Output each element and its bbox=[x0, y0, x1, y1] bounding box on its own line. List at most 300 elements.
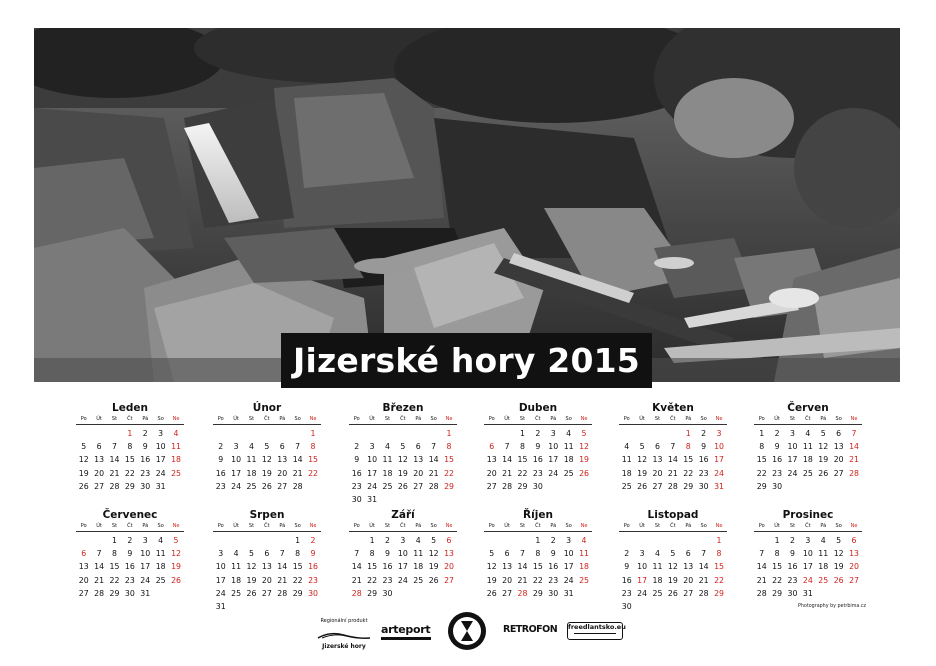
day-number: 18 bbox=[413, 562, 424, 572]
day-number: 26 bbox=[78, 481, 89, 491]
day-number: 22 bbox=[109, 575, 120, 585]
weekday-label: St bbox=[654, 523, 661, 529]
day-number: 1 bbox=[535, 536, 541, 545]
day-number: 20 bbox=[78, 575, 89, 585]
weekday-label: So bbox=[835, 523, 842, 529]
weekday-label: Po bbox=[80, 523, 87, 529]
day-number: 8 bbox=[774, 549, 780, 559]
day-number: 23 bbox=[382, 575, 393, 585]
weekday-label: Ne bbox=[172, 523, 180, 529]
day-number: 29 bbox=[444, 481, 454, 491]
day-number: 15 bbox=[714, 562, 724, 572]
day-number: 8 bbox=[716, 549, 722, 559]
day-number: 31 bbox=[563, 588, 574, 598]
day-number: 22 bbox=[772, 575, 783, 585]
empty-day bbox=[754, 534, 769, 547]
weekday-header bbox=[349, 416, 457, 425]
weekday-label: St bbox=[519, 416, 526, 422]
day-number: 13 bbox=[261, 562, 272, 572]
day-number: 10 bbox=[787, 442, 798, 452]
day-number: 30 bbox=[548, 588, 559, 598]
day-number: 18 bbox=[382, 468, 393, 478]
weekday-label: Po bbox=[758, 523, 765, 529]
day-number: 7 bbox=[851, 429, 857, 438]
day-grid bbox=[484, 534, 592, 600]
weekday-label: Ne bbox=[309, 416, 317, 422]
day-number: 12 bbox=[833, 549, 844, 559]
weekday-label: St bbox=[111, 416, 118, 422]
day-number: 10 bbox=[231, 455, 242, 465]
day-grid bbox=[754, 427, 862, 493]
empty-day bbox=[259, 427, 274, 440]
day-number: 5 bbox=[400, 442, 406, 452]
weekday-label: Út bbox=[504, 416, 510, 422]
day-number: 4 bbox=[173, 429, 179, 438]
day-number: 10 bbox=[548, 442, 559, 452]
weekday-label: Po bbox=[353, 523, 360, 529]
day-number: 31 bbox=[802, 588, 813, 598]
weekday-label: Ne bbox=[445, 416, 453, 422]
day-number: 18 bbox=[652, 575, 663, 585]
weekday-label: Út bbox=[774, 416, 780, 422]
weekday-label: Pá bbox=[550, 523, 557, 529]
day-number: 12 bbox=[579, 442, 589, 452]
day-number: 11 bbox=[382, 455, 393, 465]
day-number: 19 bbox=[261, 468, 272, 478]
day-number: 14 bbox=[428, 455, 439, 465]
weekday-label: So bbox=[294, 523, 301, 529]
day-grid bbox=[76, 534, 184, 600]
month-name: Říjen bbox=[523, 509, 553, 521]
weekday-label: Ne bbox=[309, 523, 317, 529]
day-number: 1 bbox=[685, 429, 691, 438]
day-number: 26 bbox=[833, 575, 844, 585]
day-number: 21 bbox=[277, 575, 288, 585]
day-number: 5 bbox=[431, 536, 437, 545]
empty-day bbox=[91, 534, 106, 547]
weekday-header bbox=[754, 523, 862, 532]
month-name: Květen bbox=[652, 402, 694, 414]
weekday-label: Po bbox=[488, 416, 495, 422]
day-number: 25 bbox=[802, 468, 813, 478]
day-number: 29 bbox=[292, 588, 303, 598]
day-number: 18 bbox=[621, 468, 632, 478]
day-number: 31 bbox=[155, 481, 166, 491]
day-number: 21 bbox=[502, 468, 513, 478]
day-number: 27 bbox=[683, 588, 694, 598]
day-number: 1 bbox=[310, 429, 316, 438]
day-number: 25 bbox=[413, 575, 424, 585]
day-number: 29 bbox=[756, 481, 767, 491]
day-number: 30 bbox=[772, 481, 783, 491]
weekday-label: Pá bbox=[142, 416, 149, 422]
day-number: 6 bbox=[415, 442, 421, 452]
day-number: 19 bbox=[833, 562, 844, 572]
day-grid bbox=[213, 534, 321, 613]
day-number: 1 bbox=[759, 429, 765, 438]
day-number: 17 bbox=[155, 455, 166, 465]
day-grid bbox=[754, 534, 862, 600]
weekday-label: Út bbox=[369, 416, 375, 422]
day-number: 1 bbox=[446, 429, 452, 438]
day-number: 16 bbox=[621, 575, 632, 585]
day-number: 24 bbox=[714, 468, 724, 478]
weekday-label: St bbox=[384, 523, 391, 529]
freedlantsko-text: freedlantsko.eu bbox=[568, 623, 626, 631]
day-number: 17 bbox=[787, 455, 798, 465]
weekday-label: Po bbox=[623, 416, 630, 422]
weekday-header bbox=[76, 523, 184, 532]
day-number: 26 bbox=[397, 481, 408, 491]
weekday-label: Ne bbox=[172, 416, 180, 422]
day-number: 8 bbox=[685, 442, 691, 452]
day-number: 7 bbox=[279, 549, 285, 559]
weekday-label: Po bbox=[217, 523, 224, 529]
day-number: 7 bbox=[759, 549, 765, 559]
day-number: 11 bbox=[652, 562, 663, 572]
day-number: 21 bbox=[849, 455, 859, 465]
day-number: 16 bbox=[382, 562, 393, 572]
empty-day bbox=[634, 427, 649, 440]
day-number: 8 bbox=[127, 442, 133, 452]
day-number: 7 bbox=[504, 442, 510, 452]
day-number: 6 bbox=[836, 429, 842, 438]
day-number: 27 bbox=[444, 575, 454, 585]
month-calendar bbox=[754, 401, 862, 493]
day-number: 3 bbox=[142, 536, 148, 545]
day-number: 5 bbox=[670, 549, 676, 559]
day-number: 15 bbox=[124, 455, 135, 465]
day-number: 13 bbox=[502, 562, 513, 572]
day-number: 19 bbox=[397, 468, 408, 478]
empty-day bbox=[634, 534, 649, 547]
weekday-label: Čt bbox=[535, 523, 541, 529]
day-number: 19 bbox=[486, 575, 497, 585]
month-calendar bbox=[754, 508, 862, 600]
anniversary-seal-logo bbox=[447, 611, 487, 651]
day-number: 9 bbox=[218, 455, 224, 465]
day-number: 26 bbox=[818, 468, 829, 478]
day-number: 5 bbox=[581, 429, 587, 438]
empty-day bbox=[380, 427, 395, 440]
month-calendar bbox=[76, 401, 184, 493]
weekday-header bbox=[349, 523, 457, 532]
seal-icon bbox=[447, 611, 487, 651]
day-number: 18 bbox=[231, 575, 242, 585]
weekday-label: Út bbox=[639, 523, 645, 529]
day-number: 24 bbox=[231, 481, 242, 491]
empty-day bbox=[650, 427, 665, 440]
photo-credit: Photography by petrbima.cz bbox=[798, 604, 867, 609]
empty-day bbox=[650, 534, 665, 547]
weekday-label: Út bbox=[96, 523, 102, 529]
weekday-label: St bbox=[248, 523, 255, 529]
day-number: 4 bbox=[566, 429, 572, 438]
day-number: 19 bbox=[818, 455, 829, 465]
day-number: 4 bbox=[805, 429, 811, 438]
day-number: 22 bbox=[714, 575, 724, 585]
day-number: 10 bbox=[215, 562, 226, 572]
month-name: Září bbox=[391, 509, 415, 521]
day-number: 21 bbox=[292, 468, 303, 478]
day-number: 18 bbox=[155, 562, 166, 572]
month-name: Listopad bbox=[647, 509, 699, 521]
day-number: 17 bbox=[397, 562, 408, 572]
day-number: 6 bbox=[685, 549, 691, 559]
day-number: 16 bbox=[124, 562, 135, 572]
day-number: 14 bbox=[698, 562, 709, 572]
day-number: 15 bbox=[772, 562, 783, 572]
weekday-label: So bbox=[565, 416, 572, 422]
day-number: 3 bbox=[639, 549, 645, 559]
day-number: 3 bbox=[218, 549, 224, 559]
day-number: 24 bbox=[802, 575, 813, 585]
day-number: 5 bbox=[248, 549, 254, 559]
weekday-label: Pá bbox=[820, 416, 827, 422]
day-number: 20 bbox=[683, 575, 694, 585]
day-number: 21 bbox=[756, 575, 767, 585]
day-grid bbox=[484, 427, 592, 493]
day-number: 4 bbox=[654, 549, 660, 559]
day-number: 7 bbox=[701, 549, 707, 559]
day-number: 12 bbox=[428, 549, 439, 559]
day-number: 2 bbox=[310, 536, 316, 545]
day-number: 1 bbox=[127, 429, 133, 438]
empty-day bbox=[395, 427, 410, 440]
day-number: 5 bbox=[264, 442, 270, 452]
day-number: 9 bbox=[127, 549, 133, 559]
day-grid bbox=[349, 534, 457, 600]
day-number: 24 bbox=[215, 588, 226, 598]
day-number: 3 bbox=[158, 429, 164, 438]
day-number: 4 bbox=[820, 536, 826, 545]
day-number: 14 bbox=[502, 455, 513, 465]
day-number: 12 bbox=[78, 455, 89, 465]
day-number: 23 bbox=[351, 481, 362, 491]
weekday-label: Ne bbox=[715, 523, 723, 529]
month-name: Červen bbox=[787, 402, 829, 414]
day-number: 23 bbox=[698, 468, 709, 478]
day-number: 8 bbox=[759, 442, 765, 452]
weekday-label: Čt bbox=[805, 523, 811, 529]
empty-day bbox=[259, 534, 274, 547]
weekday-label: Po bbox=[80, 416, 87, 422]
day-number: 6 bbox=[489, 442, 495, 452]
day-number: 17 bbox=[563, 562, 574, 572]
day-number: 21 bbox=[517, 575, 528, 585]
day-number: 25 bbox=[231, 588, 242, 598]
month-calendar bbox=[619, 508, 727, 613]
month-name: Duben bbox=[518, 402, 558, 414]
day-number: 24 bbox=[155, 468, 166, 478]
day-number: 3 bbox=[566, 536, 572, 545]
day-number: 2 bbox=[774, 429, 780, 438]
day-number: 9 bbox=[142, 442, 148, 452]
day-number: 7 bbox=[431, 442, 437, 452]
day-number: 13 bbox=[444, 549, 454, 559]
day-number: 1 bbox=[295, 536, 301, 545]
day-number: 15 bbox=[532, 562, 543, 572]
day-number: 23 bbox=[772, 468, 783, 478]
day-number: 29 bbox=[683, 481, 694, 491]
day-number: 14 bbox=[756, 562, 767, 572]
day-number: 19 bbox=[428, 562, 439, 572]
weekday-header bbox=[619, 416, 727, 425]
day-number: 30 bbox=[698, 481, 709, 491]
day-number: 22 bbox=[444, 468, 454, 478]
day-number: 7 bbox=[111, 442, 117, 452]
day-number: 29 bbox=[532, 588, 543, 598]
weekday-label: Čt bbox=[670, 416, 676, 422]
empty-day bbox=[275, 534, 290, 547]
day-number: 28 bbox=[109, 481, 120, 491]
day-number: 31 bbox=[140, 588, 151, 598]
day-number: 25 bbox=[171, 468, 181, 478]
day-number: 26 bbox=[171, 575, 181, 585]
day-number: 4 bbox=[248, 442, 254, 452]
day-number: 28 bbox=[428, 481, 439, 491]
calendar-title: Jizerské hory 2015 bbox=[281, 333, 652, 388]
weekday-label: St bbox=[519, 523, 526, 529]
weekday-header bbox=[213, 416, 321, 425]
day-number: 22 bbox=[367, 575, 378, 585]
day-number: 25 bbox=[563, 468, 574, 478]
day-number: 27 bbox=[413, 481, 424, 491]
day-number: 9 bbox=[384, 549, 390, 559]
day-number: 10 bbox=[563, 549, 574, 559]
day-number: 28 bbox=[517, 588, 528, 598]
day-number: 31 bbox=[367, 494, 378, 504]
empty-day bbox=[484, 534, 499, 547]
day-number: 12 bbox=[818, 442, 829, 452]
weekday-label: Út bbox=[504, 523, 510, 529]
weekday-label: Čt bbox=[400, 416, 406, 422]
day-number: 26 bbox=[637, 481, 648, 491]
weekday-label: So bbox=[430, 416, 437, 422]
day-number: 3 bbox=[805, 536, 811, 545]
weekday-label: St bbox=[654, 416, 661, 422]
day-number: 9 bbox=[354, 455, 360, 465]
day-number: 9 bbox=[624, 562, 630, 572]
day-number: 11 bbox=[818, 549, 829, 559]
day-number: 5 bbox=[173, 536, 179, 545]
weekday-label: So bbox=[700, 523, 707, 529]
day-number: 22 bbox=[683, 468, 694, 478]
day-grid bbox=[619, 534, 727, 613]
day-number: 23 bbox=[532, 468, 543, 478]
day-number: 27 bbox=[502, 588, 513, 598]
day-number: 6 bbox=[446, 536, 452, 545]
day-number: 19 bbox=[579, 455, 589, 465]
weekday-label: Út bbox=[774, 523, 780, 529]
day-number: 4 bbox=[581, 536, 587, 545]
weekday-label: Út bbox=[233, 523, 239, 529]
day-number: 27 bbox=[849, 575, 859, 585]
day-grid bbox=[619, 427, 727, 493]
weekday-label: Čt bbox=[805, 416, 811, 422]
day-number: 11 bbox=[171, 442, 181, 452]
day-number: 18 bbox=[802, 455, 813, 465]
weekday-label: Út bbox=[233, 416, 239, 422]
weekday-label: Ne bbox=[580, 416, 588, 422]
day-number: 12 bbox=[486, 562, 497, 572]
day-number: 8 bbox=[111, 549, 117, 559]
day-number: 11 bbox=[413, 549, 424, 559]
weekday-header bbox=[619, 523, 727, 532]
day-number: 5 bbox=[836, 536, 842, 545]
day-number: 6 bbox=[654, 442, 660, 452]
day-number: 24 bbox=[548, 468, 559, 478]
day-number: 24 bbox=[787, 468, 798, 478]
day-number: 13 bbox=[849, 549, 859, 559]
day-number: 19 bbox=[667, 575, 678, 585]
weekday-label: Pá bbox=[279, 523, 286, 529]
day-number: 22 bbox=[124, 468, 135, 478]
day-number: 11 bbox=[802, 442, 813, 452]
day-number: 9 bbox=[701, 442, 707, 452]
weekday-label: Po bbox=[217, 416, 224, 422]
day-number: 4 bbox=[624, 442, 630, 452]
day-number: 7 bbox=[519, 549, 525, 559]
day-number: 18 bbox=[563, 455, 574, 465]
day-number: 18 bbox=[818, 562, 829, 572]
day-number: 6 bbox=[504, 549, 510, 559]
day-number: 23 bbox=[215, 481, 226, 491]
weekday-label: St bbox=[789, 416, 796, 422]
weekday-header bbox=[484, 416, 592, 425]
day-number: 14 bbox=[277, 562, 288, 572]
weekday-label: Pá bbox=[142, 523, 149, 529]
day-number: 16 bbox=[351, 468, 362, 478]
day-number: 20 bbox=[833, 455, 844, 465]
empty-day bbox=[499, 427, 514, 440]
day-number: 6 bbox=[81, 549, 87, 559]
day-number: 7 bbox=[670, 442, 676, 452]
weekday-label: Ne bbox=[715, 416, 723, 422]
weekday-label: Čt bbox=[127, 523, 133, 529]
weekday-label: St bbox=[789, 523, 796, 529]
weekday-label: Čt bbox=[127, 416, 133, 422]
empty-day bbox=[76, 534, 91, 547]
day-number: 12 bbox=[171, 549, 181, 559]
weekday-label: Po bbox=[353, 416, 360, 422]
empty-day bbox=[515, 534, 530, 547]
weekday-label: Pá bbox=[415, 523, 422, 529]
day-number: 28 bbox=[667, 481, 678, 491]
day-number: 29 bbox=[517, 481, 528, 491]
empty-day bbox=[213, 534, 228, 547]
day-number: 7 bbox=[295, 442, 301, 452]
day-number: 4 bbox=[158, 536, 164, 545]
day-number: 28 bbox=[277, 588, 288, 598]
day-number: 27 bbox=[652, 481, 663, 491]
day-number: 10 bbox=[802, 549, 813, 559]
day-number: 30 bbox=[124, 588, 135, 598]
day-number: 28 bbox=[698, 588, 709, 598]
weekday-label: Út bbox=[639, 416, 645, 422]
day-number: 12 bbox=[397, 455, 408, 465]
weekday-header bbox=[754, 416, 862, 425]
day-number: 2 bbox=[789, 536, 795, 545]
day-number: 13 bbox=[833, 442, 844, 452]
day-number: 28 bbox=[292, 481, 303, 491]
day-number: 14 bbox=[849, 442, 859, 452]
arteport-text: arteport bbox=[381, 623, 431, 636]
day-number: 10 bbox=[397, 549, 408, 559]
day-grid bbox=[349, 427, 457, 506]
day-number: 20 bbox=[652, 468, 663, 478]
empty-day bbox=[349, 427, 364, 440]
